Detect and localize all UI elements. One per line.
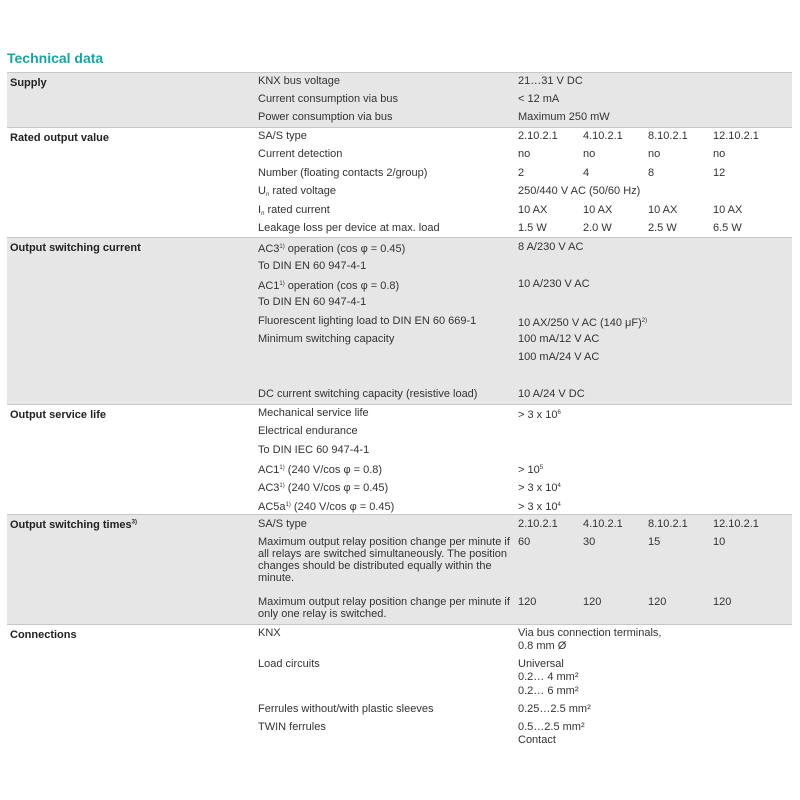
spec-value: 21…31 V DC	[518, 75, 583, 87]
spec-label	[258, 480, 513, 494]
spec-label: Electrical endurance	[258, 425, 358, 437]
spec-value: 8.10.2.1	[648, 130, 688, 142]
label-text: AC3	[258, 482, 280, 494]
exponent: 6	[557, 410, 561, 416]
spec-value: no	[648, 148, 661, 160]
label-text: operation (cos φ = 0.8)	[284, 280, 400, 292]
spec-label: Current detection	[258, 148, 343, 160]
spec-value: 30	[583, 536, 596, 548]
spec-label: Fluorescent lighting load to DIN EN 60 669-1	[258, 315, 477, 327]
spec-value: 120	[518, 596, 537, 608]
spec-value: 12.10.2.1	[713, 130, 759, 142]
spec-value: 1.5 W	[518, 222, 547, 234]
page-title: Technical data	[7, 50, 104, 66]
exponent: 4	[557, 502, 561, 508]
footnote-ref: 3)	[131, 519, 137, 526]
spec-value	[518, 315, 647, 329]
label-text: operation (cos φ = 0.45)	[284, 243, 406, 255]
spec-value: 2.10.2.1	[518, 518, 558, 530]
spec-value: 0.8 mm Ø	[518, 640, 567, 652]
spec-label: TWIN ferrules	[258, 721, 326, 733]
section-heading: Output switching current	[10, 242, 141, 254]
value-text: 10 AX/250 V AC (140 μF)	[518, 317, 642, 329]
spec-label: Ferrules without/with plastic sleeves	[258, 703, 434, 715]
spec-label: Minimum switching capacity	[258, 333, 395, 345]
spec-label	[258, 278, 513, 292]
spec-label: To DIN EN 60 947-4-1	[258, 296, 367, 308]
label-text: (240 V/cos φ = 0.8)	[284, 464, 383, 476]
footnote-ref: 1)	[279, 244, 285, 250]
exponent: 5	[539, 465, 544, 471]
spec-value	[518, 480, 561, 494]
subscript-text: n	[265, 192, 270, 198]
footnote-ref: 1)	[279, 281, 285, 287]
spec-label: KNX bus voltage	[258, 75, 340, 87]
spec-value: 0.2… 4 mm²	[518, 671, 579, 683]
spec-value: 0.5…2.5 mm²	[518, 721, 585, 733]
label-text: rated current	[264, 204, 330, 216]
spec-value: 12	[713, 167, 726, 179]
spec-value: Universal	[518, 658, 564, 670]
spec-value: 12.10.2.1	[713, 518, 759, 530]
spec-label	[258, 241, 513, 255]
heading-text: Output switching times	[10, 519, 132, 531]
spec-value: 10 A/230 V AC	[518, 278, 590, 290]
spec-value: 120	[648, 596, 667, 608]
value-text: > 3 x 10	[518, 482, 558, 494]
spec-label	[258, 204, 513, 220]
footnote-ref: 1)	[279, 465, 285, 471]
spec-label: SA/S type	[258, 518, 307, 530]
spec-label: Power consumption via bus	[258, 111, 393, 123]
section-heading: Rated output value	[10, 132, 110, 144]
spec-value: 0.25…2.5 mm²	[518, 703, 591, 715]
spec-label: Leakage loss per device at max. load	[258, 222, 440, 234]
exponent: 4	[557, 483, 561, 489]
spec-value	[518, 407, 561, 421]
spec-value	[518, 462, 543, 476]
label-text: (240 V/cos φ = 0.45)	[290, 501, 395, 513]
spec-value: 10 AX	[518, 204, 548, 216]
label-text: rated voltage	[269, 185, 336, 197]
spec-value: 2.0 W	[583, 222, 612, 234]
label-text: AC1	[258, 464, 280, 476]
spec-label	[258, 462, 513, 476]
spec-value: 4.10.2.1	[583, 130, 623, 142]
spec-value: no	[713, 148, 726, 160]
spec-label: Mechanical service life	[258, 407, 369, 419]
spec-value: Contact	[518, 734, 556, 746]
label-text: AC1	[258, 280, 280, 292]
value-text: > 10	[518, 464, 540, 476]
spec-value: 4.10.2.1	[583, 518, 623, 530]
spec-value: 10 AX	[713, 204, 743, 216]
spec-value: 8 A/230 V AC	[518, 241, 584, 253]
spec-value: 120	[713, 596, 732, 608]
spec-value: 2	[518, 167, 525, 179]
spec-value: 0.2… 6 mm²	[518, 685, 579, 697]
spec-value: 10 A/24 V DC	[518, 388, 585, 400]
footnote-ref: 2)	[641, 318, 648, 324]
symbol-text: U	[258, 185, 266, 197]
spec-value: no	[583, 148, 596, 160]
spec-label	[258, 185, 513, 201]
spec-label: Load circuits	[258, 658, 320, 670]
spec-label: To DIN EN 60 947-4-1	[258, 260, 367, 272]
section-heading: Connections	[10, 629, 77, 641]
spec-label: DC current switching capacity (resistive load)	[258, 388, 478, 400]
spec-value: 4	[583, 167, 590, 179]
value-text: > 3 x 10	[518, 409, 558, 421]
spec-label: Maximum output relay position change per minute if only one relay is switched.	[258, 596, 510, 620]
spec-label: Number (floating contacts 2/group)	[258, 167, 428, 179]
spec-value: 6.5 W	[713, 222, 742, 234]
spec-value: 8.10.2.1	[648, 518, 688, 530]
spec-value: 10	[713, 536, 726, 548]
spec-value: no	[518, 148, 531, 160]
spec-value: 100 mA/12 V AC	[518, 333, 600, 345]
spec-value: 100 mA/24 V AC	[518, 351, 600, 363]
label-text: AC5a	[258, 501, 286, 513]
section-heading: Output service life	[10, 409, 106, 421]
section-heading	[10, 519, 137, 531]
footnote-ref: 1)	[279, 483, 285, 489]
footnote-ref: 1)	[285, 502, 291, 508]
spec-value: Via bus connection terminals,	[518, 627, 662, 639]
spec-label: SA/S type	[258, 130, 307, 142]
label-text: AC3	[258, 243, 280, 255]
spec-label: To DIN IEC 60 947-4-1	[258, 444, 370, 456]
spec-value: 250/440 V AC (50/60 Hz)	[518, 185, 641, 197]
spec-value	[518, 499, 561, 513]
spec-value: 2.5 W	[648, 222, 677, 234]
spec-value: 10 AX	[648, 204, 678, 216]
spec-label	[258, 499, 513, 513]
section-heading: Supply	[10, 77, 47, 89]
symbol-text: I	[258, 204, 262, 216]
spec-value: < 12 mA	[518, 93, 560, 105]
spec-label: Current consumption via bus	[258, 93, 399, 105]
spec-label: KNX	[258, 627, 281, 639]
subscript-text: n	[261, 211, 265, 217]
spec-value: 60	[518, 536, 531, 548]
spec-value: 10 AX	[583, 204, 613, 216]
spec-value: 2.10.2.1	[518, 130, 558, 142]
spec-value: Maximum 250 mW	[518, 111, 610, 123]
spec-value: 15	[648, 536, 661, 548]
value-text: > 3 x 10	[518, 501, 558, 513]
spec-value: 120	[583, 596, 602, 608]
spec-label: Maximum output relay position change per minute if all relays are switched simultaneously. The position changes should be distributed equally within the minute.	[258, 536, 510, 584]
label-text: (240 V/cos φ = 0.45)	[284, 482, 389, 494]
spec-value: 8	[648, 167, 655, 179]
